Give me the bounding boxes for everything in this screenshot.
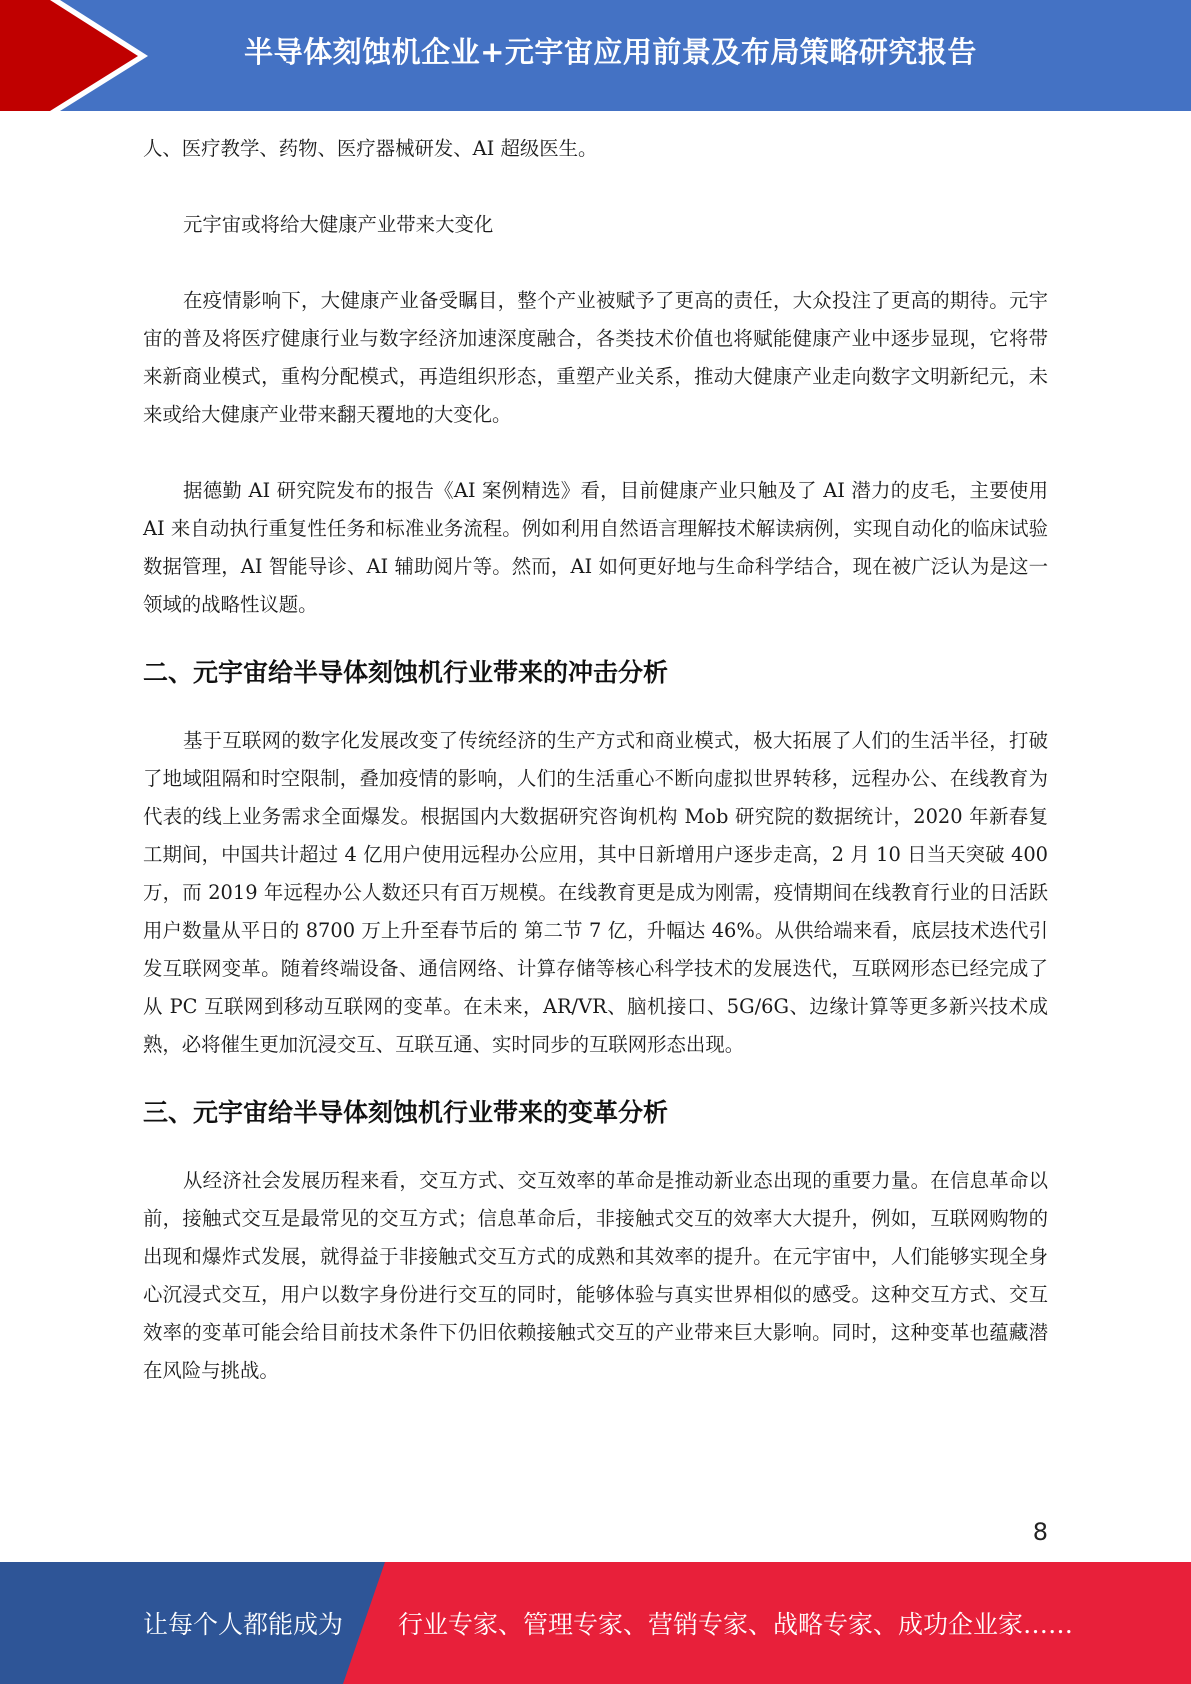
paragraph-1: 人、医疗教学、药物、医疗器械研发、AI 超级医生。 (143, 137, 598, 160)
paragraph-subtitle: 元宇宙或将给大健康产业带来大变化 (183, 213, 494, 236)
footer-slogan-left: 让每个人都能成为 (143, 1610, 344, 1639)
section-heading-3: 三、元宇宙给半导体刻蚀机行业带来的变革分析 (143, 1098, 669, 1127)
page-number: 8 (1032, 1518, 1048, 1546)
paragraph-3: 在疫情影响下，大健康产业备受瞩目，整个产业被赋予了更高的责任，大众投注了更高的期待。元宇宙的普及将医疗健康行业与数字经济加速深度融合，各类技术价值也将赋能健康产业中逐步显现，它将带来新商业模式，重构分配模式，再造组织形态，重塑产业关系，推动大健康产业走向数字文明新纪元，未来或给大健康产业带来翻天覆地的大变化。 (143, 289, 1048, 426)
report-title: 半导体刻蚀机企业+元宇宙应用前景及布局策略研究报告 (244, 34, 977, 69)
footer-slogan-right: 行业专家、管理专家、营销专家、战略专家、成功企业家…… (398, 1610, 1074, 1639)
section-heading-2: 二、元宇宙给半导体刻蚀机行业带来的冲击分析 (143, 658, 669, 687)
header-banner (0, 0, 1191, 111)
paragraph-6: 从经济社会发展历程来看，交互方式、交互效率的革命是推动新业态出现的重要力量。在信息革命以前，接触式交互是最常见的交互方式；信息革命后，非接触式交互的效率大大提升，例如，互联网购物的出现和爆炸式发展，就得益于非接触式交互方式的成熟和其效率的提升。在元宇宙中，人们能够实现全身心沉浸式交互，用户以数字身份进行交互的同时，能够体验与真实世界相似的感受。这种交互方式、交互效率的变革可能会给目前技术条件下仍旧依赖接触式交互的产业带来巨大影响。同时，这种变革也蕴藏潜在风险与挑战。 (143, 1169, 1048, 1382)
document-body (143, 130, 1048, 1390)
footer-banner (0, 1562, 1191, 1684)
paragraph-4: 据德勤 AI 研究院发布的报告《AI 案例精选》看，目前健康产业只触及了 AI 潜力的皮毛，主要使用 AI 来自动执行重复性任务和标准业务流程。例如利用自然语言理解技术解读病例，实现自动化的临床试验数据管理，AI 智能导诊、AI 辅助阅片等。然而，AI 如何更好地与生命科学结合，现在被广泛认为是这一领域的战略性议题。 (143, 479, 1048, 616)
paragraph-5: 基于互联网的数字化发展改变了传统经济的生产方式和商业模式，极大拓展了人们的生活半径，打破了地域阻隔和时空限制，叠加疫情的影响，人们的生活重心不断向虚拟世界转移，远程办公、在线教育为代表的线上业务需求全面爆发。根据国内大数据研究咨询机构 Mob 研究院的数据统计，2020 年新春复工期间，中国共计超过 4 亿用户使用远程办公应用，其中日新增用户逐步走高，2 月 10 日当天突破 400 万，而 2019 年远程办公人数还只有百万规模。在线教育更是成为刚需，疫情期间在线教育行业的日活跃用户数量从平日的 8700 万上升至春节后的 第二节 7 亿，升幅达 46%。从供给端来看，底层技术迭代引发互联网变革。随着终端设备、通信网络、计算存储等核心科学技术的发展迭代，互联网形态已经完成了从 PC 互联网到移动互联网的变革。在未来，AR/VR、脑机接口、5G/6G、边缘计算等更多新兴技术成熟，必将催生更加沉浸交互、互联互通、实时同步的互联网形态出现。 (143, 729, 1048, 1056)
